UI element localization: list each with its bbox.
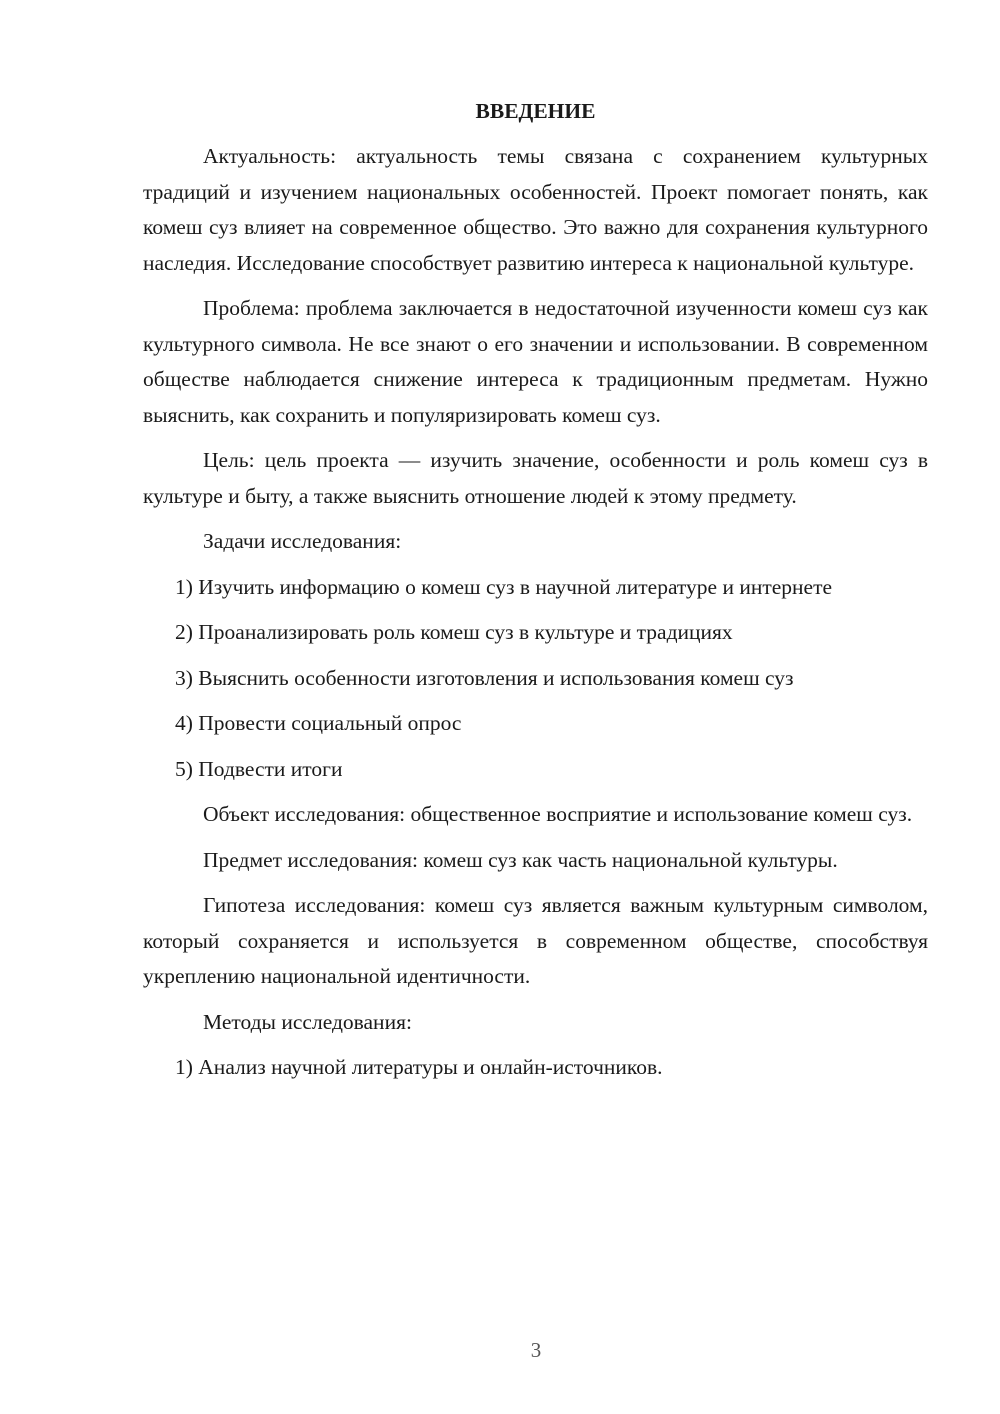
paragraph-goal: Цель: цель проекта — изучить значение, особенности и роль комеш суз в культуре и быту, а также выяснить отношение людей к этому предмету. xyxy=(143,448,928,508)
task-item-5: 5) Подвести итоги xyxy=(175,756,343,781)
paragraph-subject: Предмет исследования: комеш суз как часть национальной культуры. xyxy=(203,847,838,872)
section-title: ВВЕДЕНИЕ xyxy=(475,99,596,123)
document-page xyxy=(143,95,928,1096)
task-item-2: 2) Проанализировать роль комеш суз в культуре и традициях xyxy=(175,620,733,644)
tasks-heading: Задачи исследования: xyxy=(203,529,402,553)
method-item-1: 1) Анализ научной литературы и онлайн-источников. xyxy=(175,1055,663,1079)
paragraph-hypothesis: Гипотеза исследования: комеш суз является важным культурным символом, который сохраняется и используется в современном обществе, способствуя укреплению национальной идентичности. xyxy=(143,893,928,988)
task-item-1: 1) Изучить информацию о комеш суз в научной литературе и интернете xyxy=(175,574,833,599)
task-item-4: 4) Провести социальный опрос xyxy=(175,711,462,735)
task-item-3: 3) Выяснить особенности изготовления и использования комеш суз xyxy=(175,665,794,690)
paragraph-object: Объект исследования: общественное восприятие и использование комеш суз. xyxy=(203,802,913,826)
page-number: 3 xyxy=(530,1338,542,1362)
paragraph-relevance: Актуальность: актуальность темы связана с сохранением культурных традиций и изучением национальных особенностей. Проект помогает понять, как комеш суз влияет на современное общество. Это важно для сохранения культурного наследия. Исследование способствует развитию интереса к национальной культуре. xyxy=(143,144,928,275)
methods-heading: Методы исследования: xyxy=(203,1009,412,1034)
paragraph-problem: Проблема: проблема заключается в недостаточной изученности комеш суз как культурного символа. Не все знают о его значении и использовании. В современном обществе наблюдается снижение интереса к традиционным предметам. Нужно выяснить, как сохранить и популяризировать комеш суз. xyxy=(143,296,928,427)
